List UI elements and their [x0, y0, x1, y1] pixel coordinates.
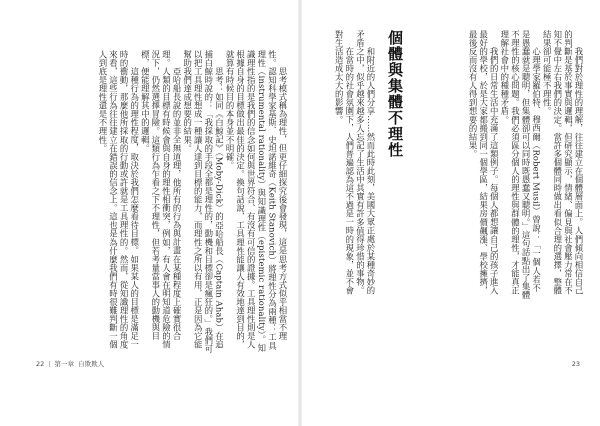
paragraph: 這種行為的理性程度，取決於我們怎麼看待目標。如果某人的目標是滿足一時的衝動，那麼他所採取的行動或許就是工具理性的。然而，從知識理性的角度來看，這些行為往往建立在錯誤的信念上。這也是為什麼我們有時很難判斷一個人到底是理性還是不理性。 — [97, 50, 140, 349]
right-page-intro — [316, 30, 376, 300]
paragraph: 我們的日常生活中充滿了這類例子。每個人都想讓自己的孩子進入最好的學校，於是大家都搬到同一個學區，結果房價飆漲、學校擁擠，最後反而沒有人得到想要的結果。 — [468, 30, 500, 295]
page-number: 22 — [36, 360, 45, 368]
footer-separator: | — [48, 360, 51, 368]
chapter-title: 自欺欺人 — [78, 360, 105, 368]
left-page-footer — [36, 359, 104, 368]
section-heading: 個體與集體不理性 — [386, 30, 404, 158]
paragraph: 在當時的社會氛圍下，人們普遍認為這不過是一時的現象，並不會對生活造成太大的影響。 — [334, 30, 355, 295]
left-page — [0, 0, 298, 426]
paragraph: 和附近的人們分享……然而此時此刻，美國大眾正處於某種奇妙的矛盾之中，似乎越來越多人忘記了生活中其實有許多值得珍惜的事物。 — [355, 30, 376, 295]
left-page-body — [22, 50, 288, 356]
paragraph: 心理學家羅伯特．穆西爾（Robert Musil）曾說：「一個人若不是愚蠢就是聰明，但集體卻可以同時既愚蠢又聰明。」這句話點出了集體不理性的核心問題。我們必須區分個人的理性與群體的理性，才能真正理解社會中的種種矛盾。 — [499, 30, 542, 300]
page-number: 23 — [571, 360, 580, 368]
paragraph: 亞哈船長說的並非全無道理，他所有的行為與計畫在某種程度上確實很合理。人類的目標有時候會與自身的理性相衝突，例如，有人會在明知道危險的情況下，仍然選擇冒險。這類行為乍看之下不理性，但若考量當事人的動機與目標，便能理解其中的邏輯。 — [140, 50, 183, 349]
paragraph: 我們對於理性的理解，往往建立在個體層面上。人們傾向相信自己的判斷是基於事實與邏輯，但研究顯示，情緒、偏見與社會壓力常在不知不覺中左右我們的決定。當許多個體同時做出看似合理的選擇，整體結果卻可能極不理性。 — [542, 30, 584, 295]
paragraph: 思考：如同《白鯨記》（Moby-Dick）的亞哈船長（Captain Ahab）在追捕白鯨時說的：「我採取的手段全都是理性的，動機和目標卻是瘋狂的。」我們可以把工具理性想成一種讓人達到目標的能力，而理性之所以有用，正是因為它能幫助我們達成想要的結果。 — [182, 50, 225, 354]
right-page — [302, 0, 600, 426]
right-page-body — [414, 30, 584, 300]
chapter-label: 第一章 — [54, 360, 74, 368]
paragraph: 思考模式稱為理性，但更仔細探究後會發現，這是思考方式似乎相當不理性。認知科學家基斯．史坦諾維奇（Keith Stanovich）將理性分為兩種：工具理性（instrumental rationality）與知識理性（epistemic rationality）。知識理性指的是我們的信念如何與世界符合、有沒有可信的證據。工具理性則是人根據自身的目標做出最佳的決定。換句話說，工具理性能讓人有效地達到目的，就算有時候目的本身並不明確。 — [225, 50, 288, 353]
right-page-footer — [572, 360, 580, 368]
